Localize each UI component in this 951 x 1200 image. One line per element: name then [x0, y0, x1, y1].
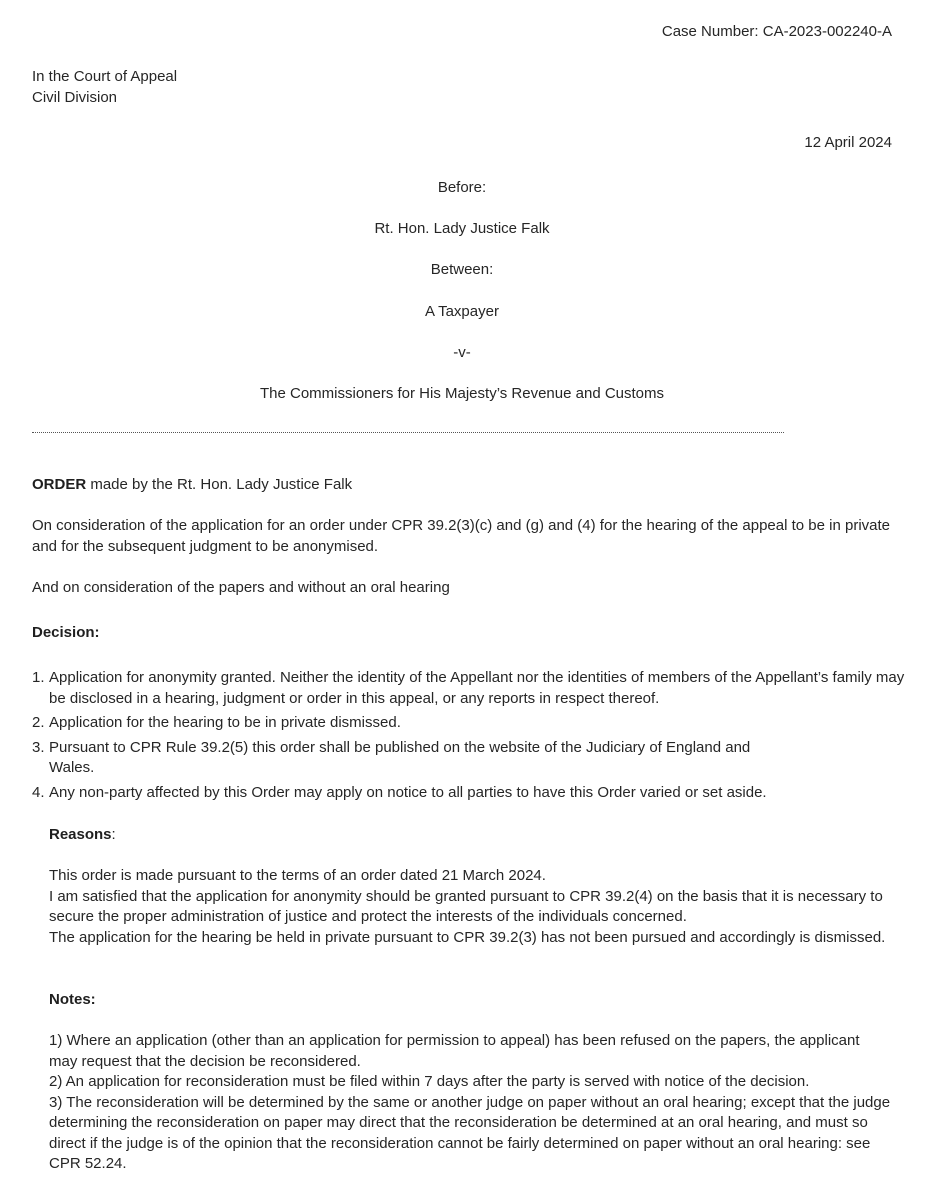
reasons-line: I am satisfied that the application for anonymity should be granted pursuant to CPR 39.2(4) on the basis that it is necessary to secure the proper administration of justice and protect the interests of the individuals concerned.: [49, 887, 883, 925]
case-number: Case Number: CA-2023-002240-A: [661, 23, 892, 40]
reasons-line: This order is made pursuant to the terms of an order dated 21 March 2024.: [49, 867, 546, 884]
decision-item: Application for the hearing to be in private dismissed.: [49, 714, 401, 731]
decision-item: Application for anonymity granted. Neither the identity of the Appellant nor the identities of members of the Appellant’s family may be disclosed in a hearing, judgment or order in this appeal, or any reports in respect thereof.: [49, 669, 905, 707]
decision-item: Any non-party affected by this Order may apply on notice to all parties to have this Order varied or set aside.: [49, 783, 767, 801]
reasons-colon: :: [111, 826, 116, 843]
decision-heading: Decision:: [32, 624, 100, 641]
reasons-body: [49, 866, 892, 948]
notes-line: 2) An application for reconsideration must be filed within 7 days after the party is served with notice of the decision.: [49, 1073, 810, 1090]
consideration-papers-paragraph: And on consideration of the papers and without an oral hearing: [32, 579, 450, 596]
decision-list: [32, 668, 909, 807]
appellant-name: A Taxpayer: [425, 303, 499, 320]
notes-line: 3) The reconsideration will be determined by the same or another judge on paper without an oral hearing; except that the judge determining the reconsideration on paper may direct that the reconsideration be determined at an oral hearing, and must so direct if the judge is of the opinion that the reconsideration cannot be fairly determined on paper without an oral hearing: see CPR 52.24.: [49, 1093, 891, 1172]
order-made-by: made by the Rt. Hon. Lady Justice Falk: [86, 476, 353, 493]
consideration-application-paragraph: On consideration of the application for an order under CPR 39.2(3)(c) and (g) and (4) for the hearing of the appeal to be in private and for the subsequent judgment to be anonymised.: [32, 517, 891, 555]
reasons-label: Reasons: [49, 826, 112, 843]
before-label: Before:: [437, 179, 487, 196]
versus-label: -v-: [453, 344, 471, 361]
order-label: ORDER: [32, 476, 87, 493]
order-heading: [32, 475, 892, 496]
order-date: 12 April 2024: [804, 134, 892, 151]
court-name: In the Court of Appeal: [32, 68, 178, 85]
respondent-name: The Commissioners for His Majesty’s Revenue and Customs: [259, 385, 665, 402]
notes-body: [49, 1031, 892, 1175]
dotted-separator: [32, 432, 784, 433]
decision-item: Pursuant to CPR Rule 39.2(5) this order shall be published on the website of the Judiciary of England and Wales.: [49, 738, 751, 776]
notes-line: 1) Where an application (other than an application for permission to appeal) has been refused on the papers, the applicant may request that the decision be reconsidered.: [49, 1032, 860, 1070]
between-label: Between:: [430, 261, 494, 278]
judge-name: Rt. Hon. Lady Justice Falk: [374, 220, 550, 237]
reasons-heading: [49, 825, 892, 846]
notes-heading: Notes:: [49, 991, 96, 1008]
court-heading: [32, 67, 177, 108]
reasons-line: The application for the hearing be held in private pursuant to CPR 39.2(3) has not been pursued and accordingly is dismissed.: [49, 928, 886, 946]
court-division: Civil Division: [32, 88, 118, 106]
